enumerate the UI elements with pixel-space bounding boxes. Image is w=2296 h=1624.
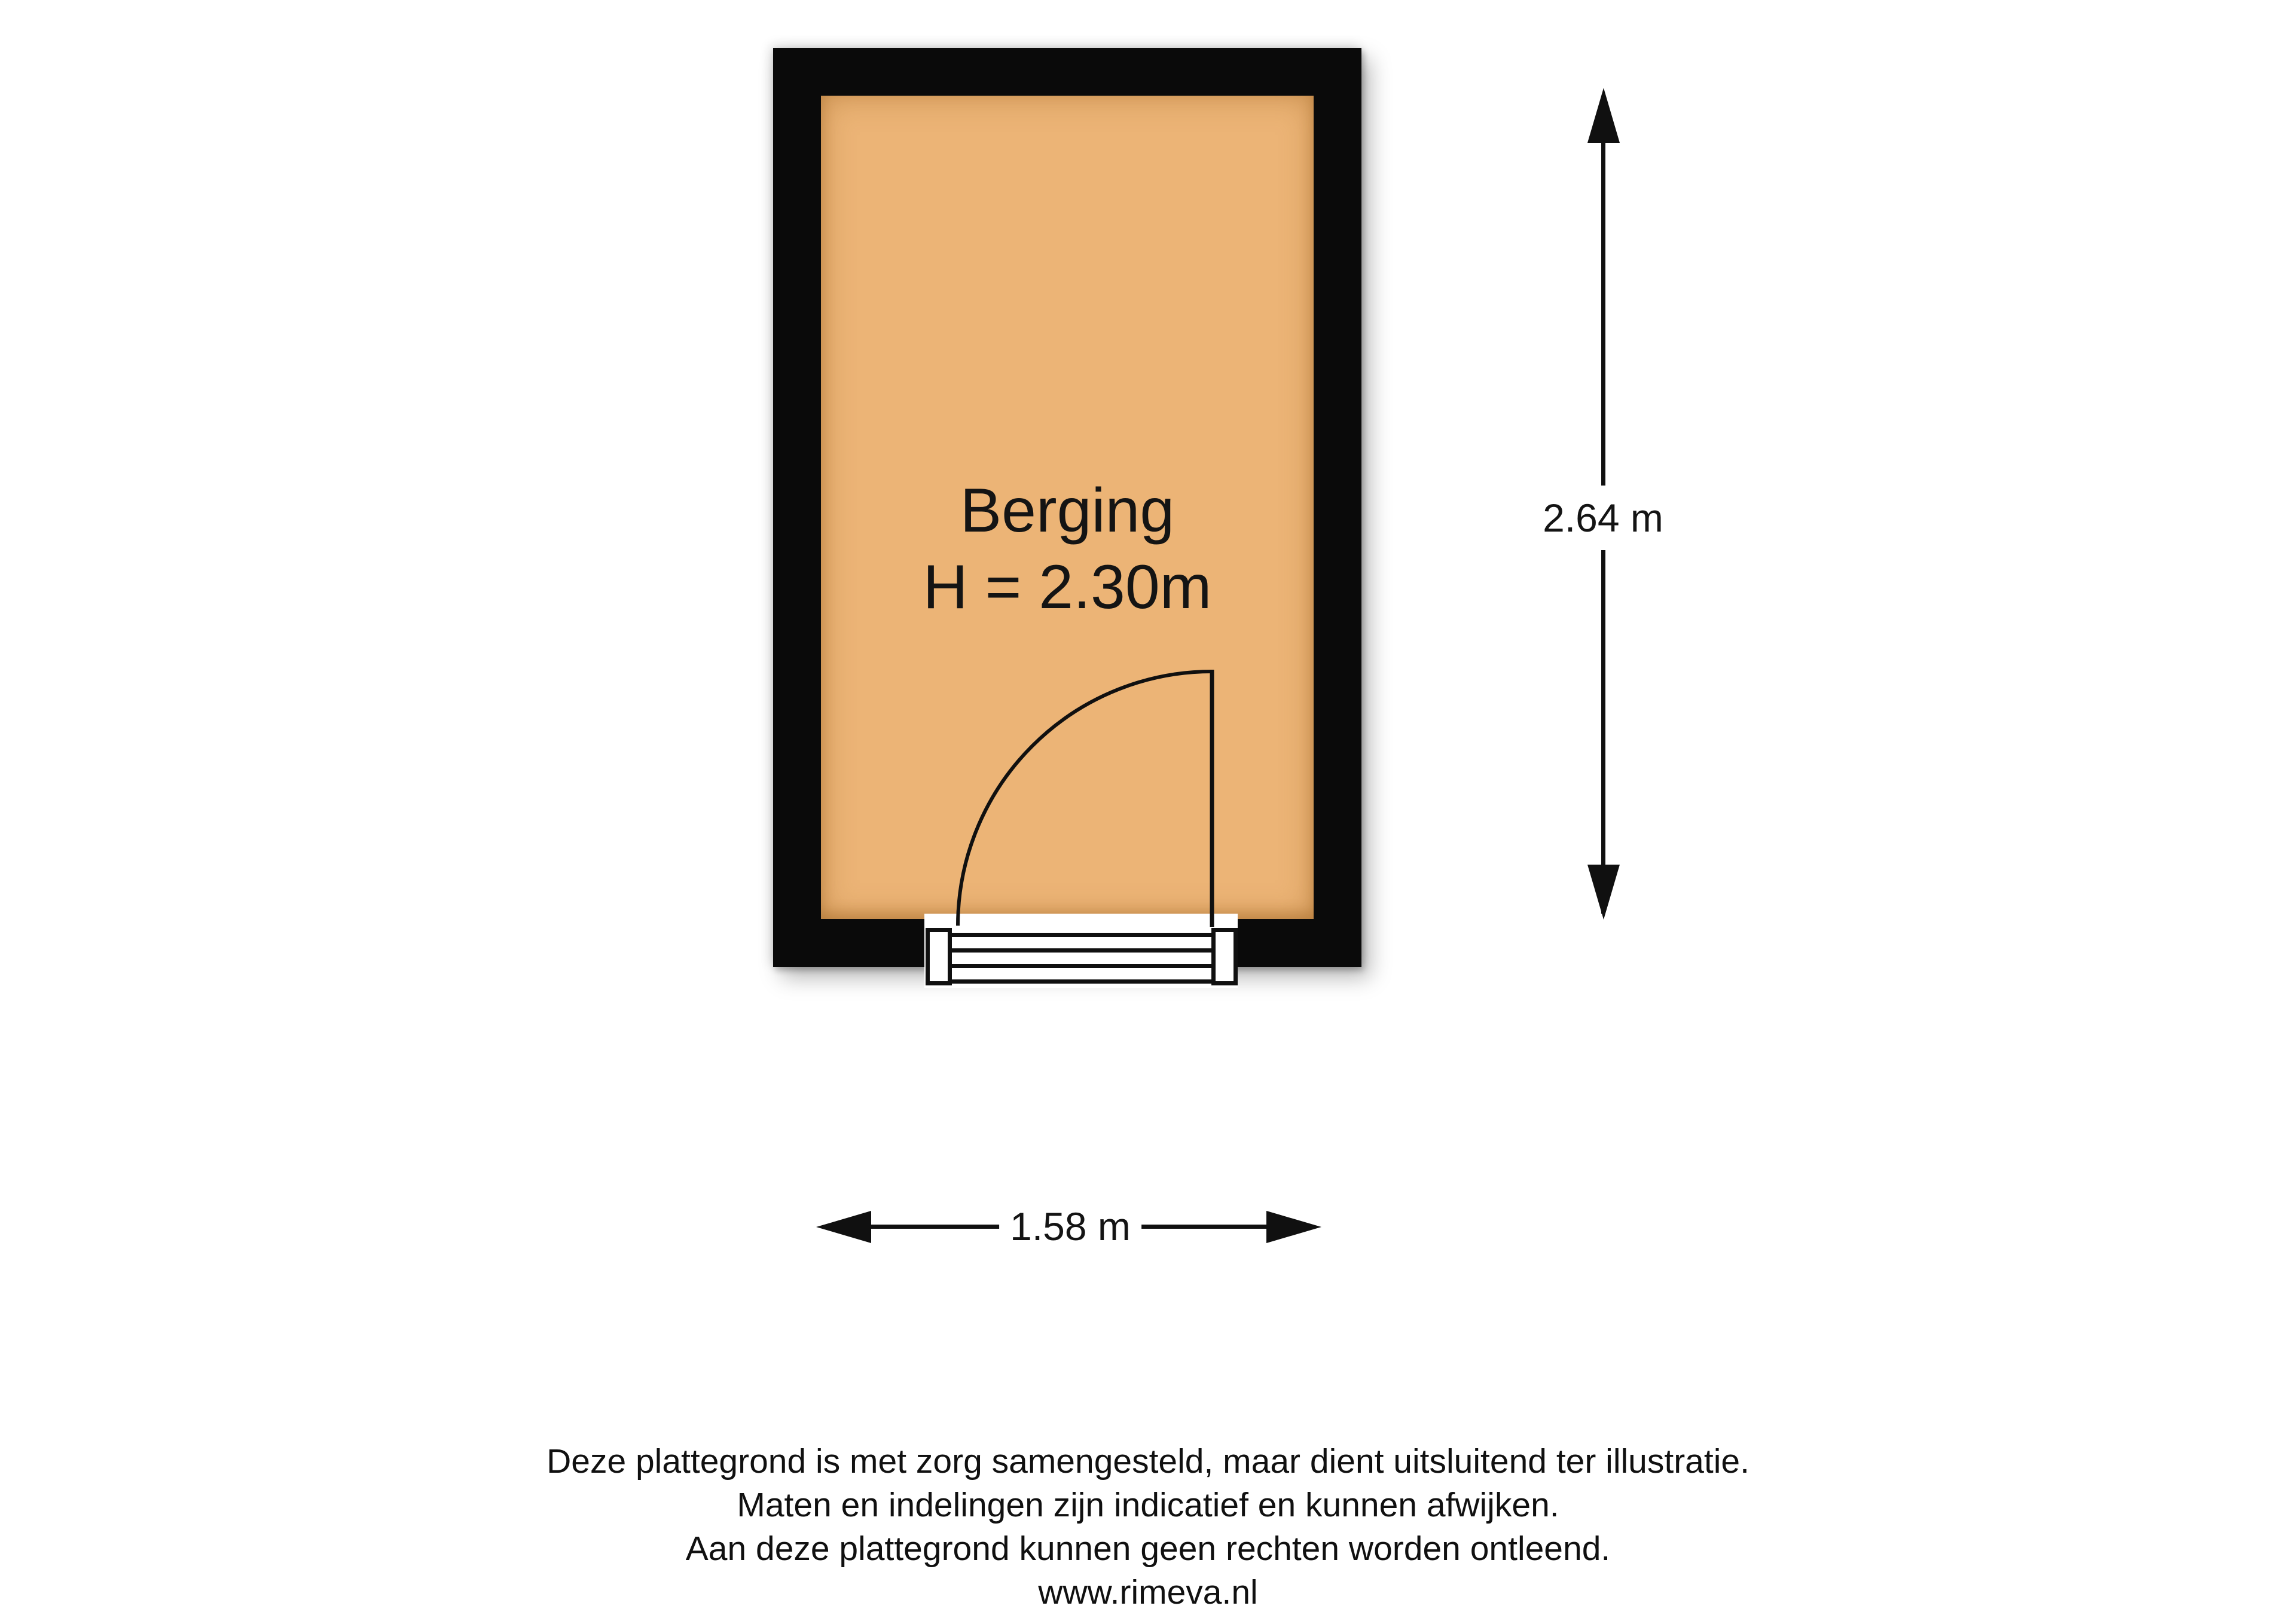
arrow-left-icon <box>816 1211 871 1243</box>
disclaimer-line: www.rimeva.nl <box>1038 1573 1258 1611</box>
disclaimer-line: Maten en indelingen zijn indicatief en kunnen afwijken. <box>737 1486 1559 1524</box>
vertical-dimension-label: 2.64 m <box>1532 486 1674 550</box>
disclaimer-line: Aan deze plattegrond kunnen geen rechten worden ontleend. <box>685 1530 1611 1568</box>
arrow-down-icon <box>1587 865 1620 920</box>
door-swing-arc <box>958 671 1212 926</box>
arrow-up-icon <box>1587 88 1620 143</box>
horizontal-dimension-label: 1.58 m <box>999 1194 1141 1259</box>
arrow-right-icon <box>1266 1211 1321 1243</box>
disclaimer-text <box>0 1440 2296 1614</box>
room-name: Berging <box>960 476 1175 545</box>
room-ceiling-height: H = 2.30m <box>923 552 1212 622</box>
disclaimer-line: Deze plattegrond is met zorg samengesteld, maar dient uitsluitend ter illustratie. <box>546 1442 1750 1480</box>
